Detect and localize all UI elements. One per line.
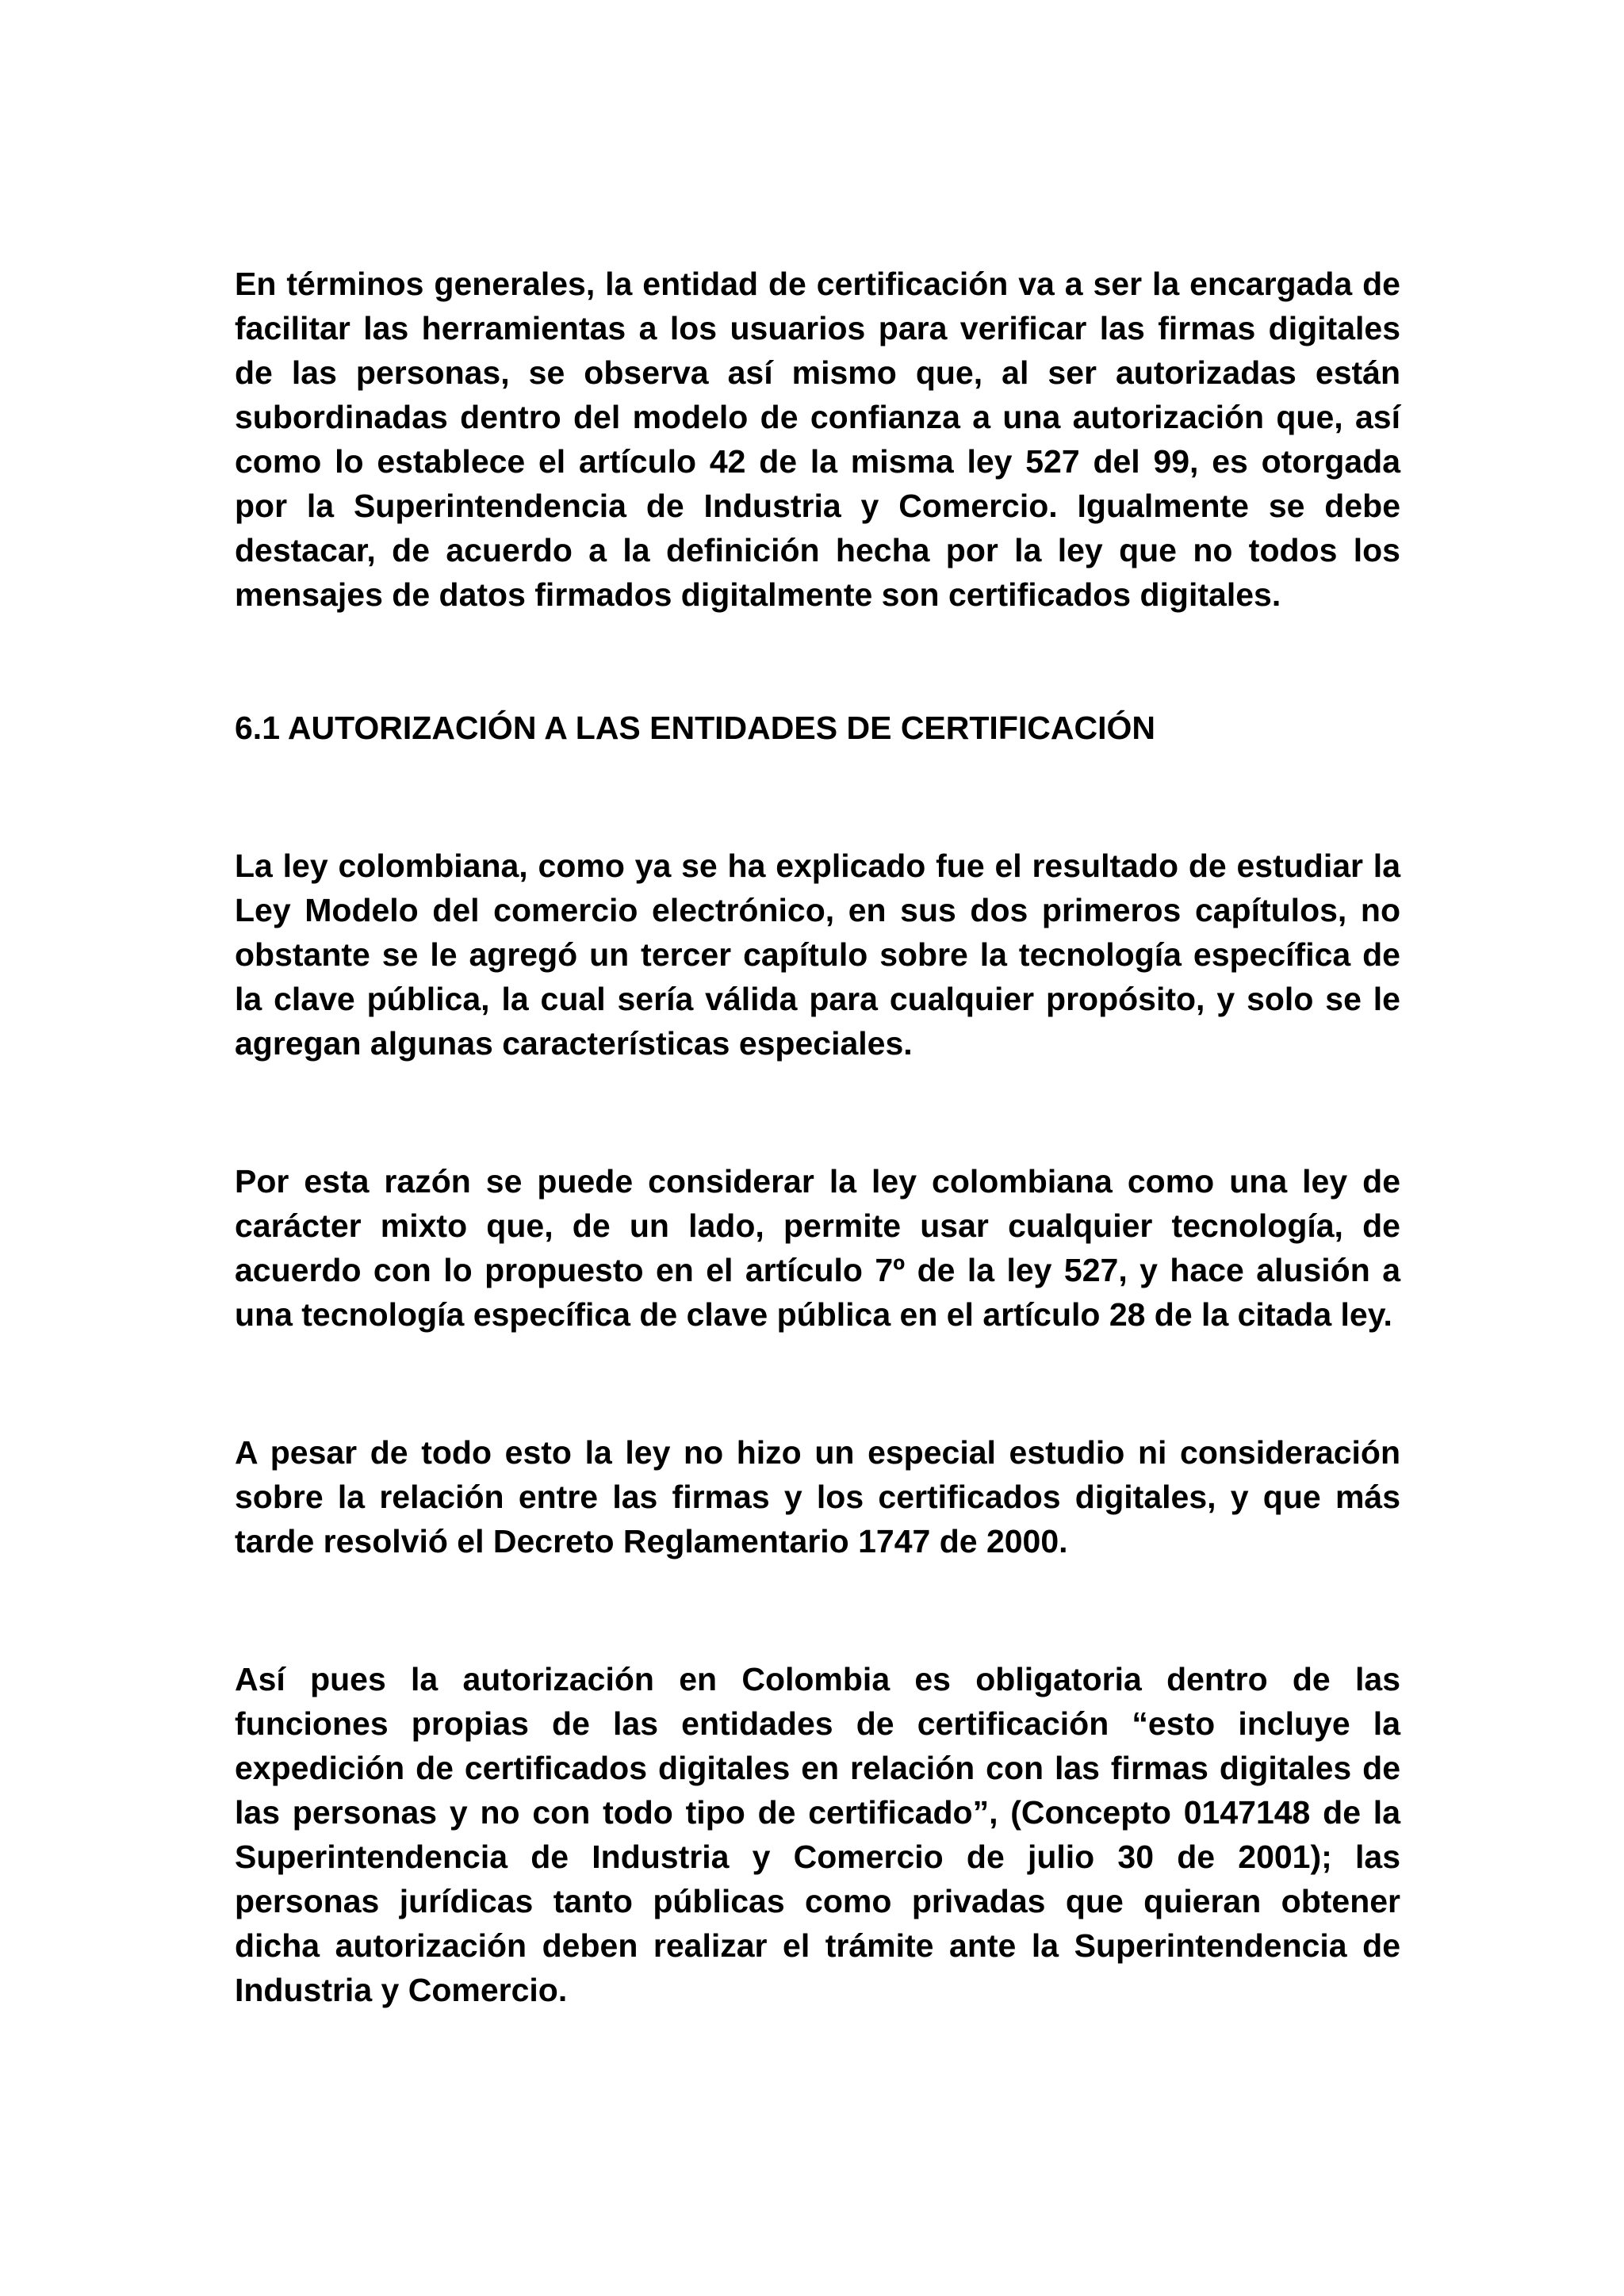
document-body <box>235 262 1400 2012</box>
section-heading: 6.1 AUTORIZACIÓN A LAS ENTIDADES DE CERTIFICACIÓN <box>235 710 1155 746</box>
paragraph-caracter-mixto: Por esta razón se puede considerar la ley colombiana como una ley de carácter mixto que, de un lado, permite usar cualquier tecnología, de acuerdo con lo propuesto en el artículo 7º de la ley 527, y hace alusión a una tecnología específica de clave pública en el artículo 28 de la citada ley. <box>235 1163 1400 1333</box>
paragraph-ley-colombiana: La ley colombiana, como ya se ha explicado fue el resultado de estudiar la Ley Modelo del comercio electrónico, en sus dos primeros capítulos, no obstante se le agregó un tercer capítulo sobre la tecnología específica de la clave pública, la cual sería válida para cualquier propósito, y solo se le agregan algunas características especiales. <box>235 848 1400 1062</box>
paragraph-entidad-certificacion: En términos generales, la entidad de certificación va a ser la encargada de facilitar las herramientas a los usuarios para verificar las firmas digitales de las personas, se observa así mismo que, al ser autorizadas están subordinadas dentro del modelo de confianza a una autorización que, así como lo establece el artículo 42 de la misma ley 527 del 99, es otorgada por la Superintendencia de Industria y Comercio. Igualmente se debe destacar, de acuerdo a la definición hecha por la ley que no todos los mensajes de datos firmados digitalmente son certificados digitales. <box>235 266 1400 613</box>
paragraph-autorizacion-obligatoria: Así pues la autorización en Colombia es obligatoria dentro de las funciones propias de las entidades de certificación “esto incluye la expedición de certificados digitales en relación con las firmas digitales de las personas y no con todo tipo de certificado”, (Concepto 0147148 de la Superintendencia de Industria y Comercio de julio 30 de 2001); las personas jurídicas tanto públicas como privadas que quieran obtener dicha autorización deben realizar el trámite ante la Superintendencia de Industria y Comercio. <box>235 1661 1400 2008</box>
paragraph-decreto-reglamentario: A pesar de todo esto la ley no hizo un especial estudio ni consideración sobre la relación entre las firmas y los certificados digitales, y que más tarde resolvió el Decreto Reglamentario 1747 de 2000. <box>235 1434 1400 1559</box>
